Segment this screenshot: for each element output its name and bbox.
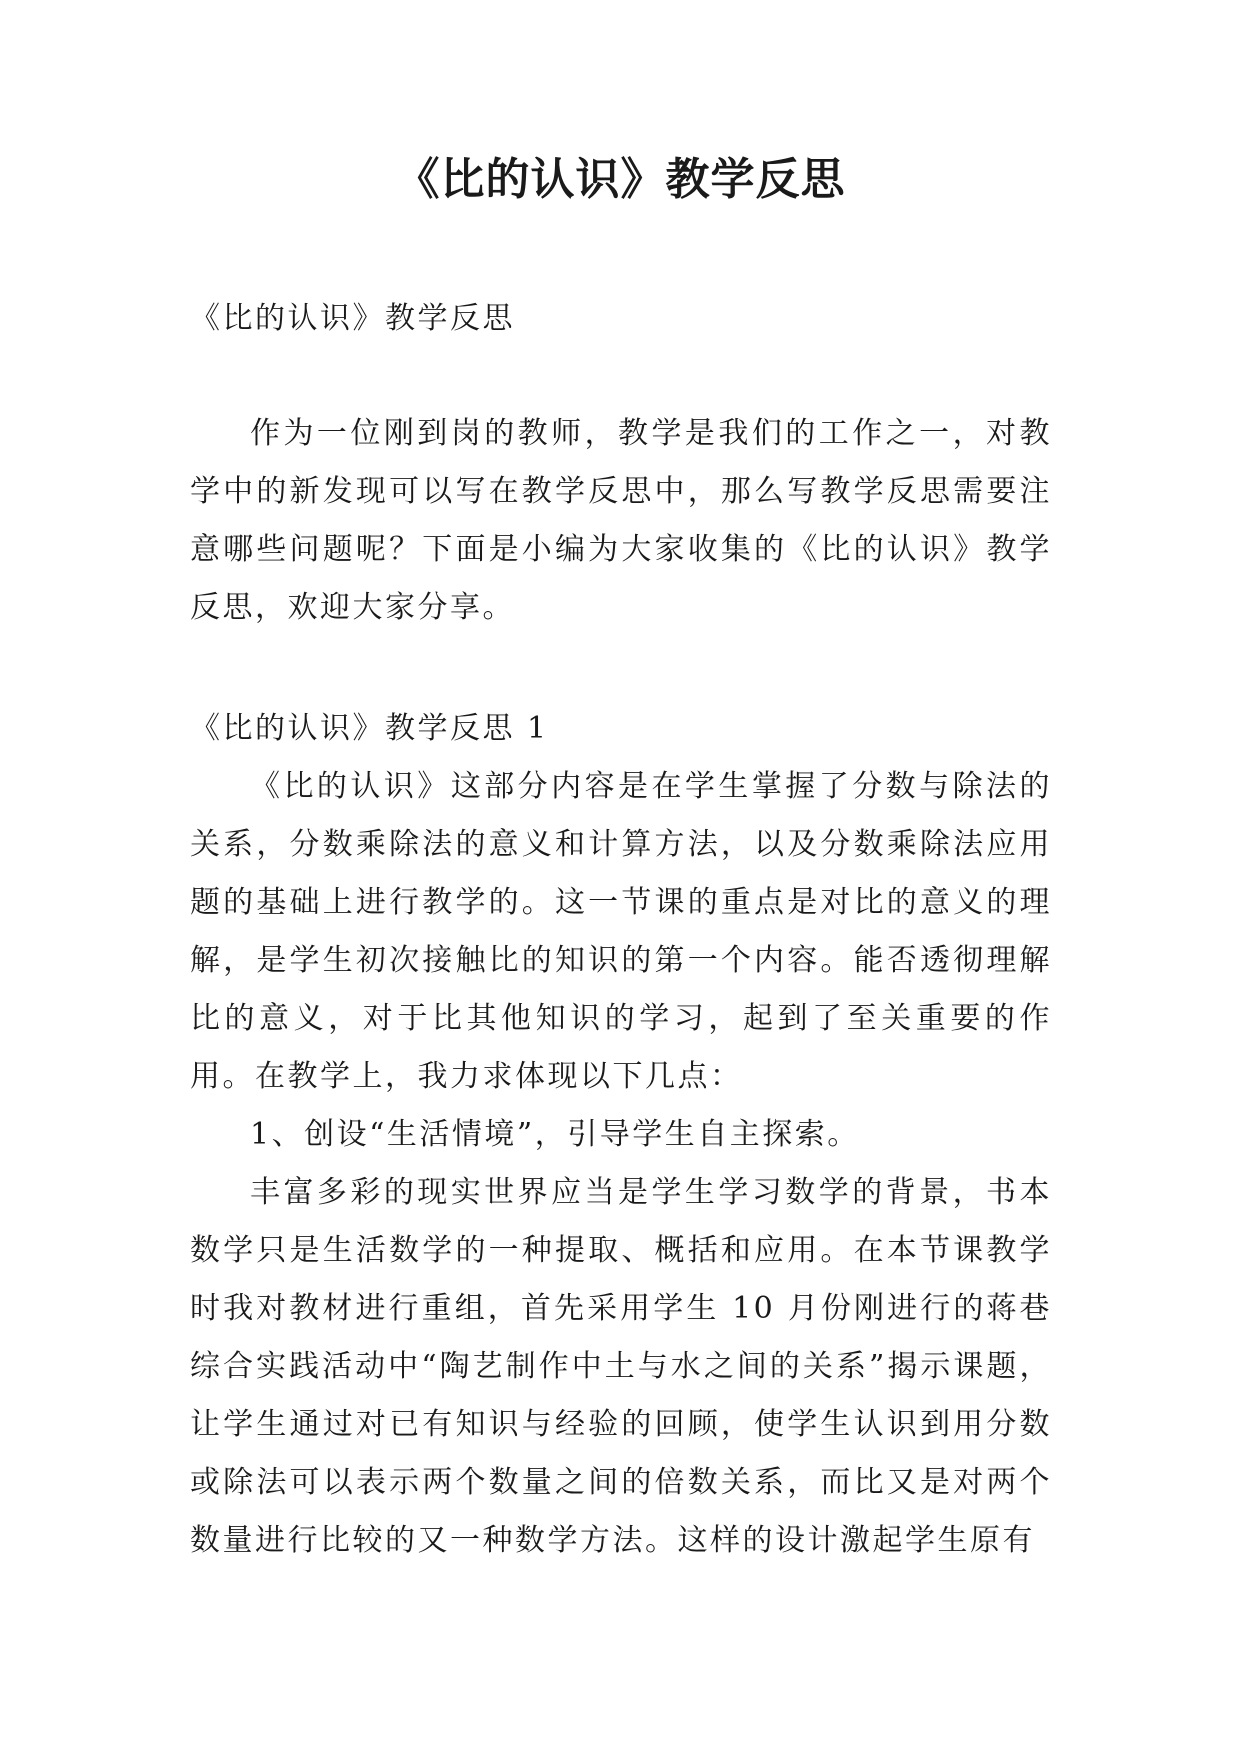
subtitle-block [190, 290, 1052, 348]
section-1 [190, 700, 1052, 1570]
section-paragraph-1: 《比的认识》这部分内容是在学生掌握了分数与除法的关系，分数乘除法的意义和计算方法，以及分数乘除法应用题的基础上进行教学的。这一节课的重点是对比的意义的理解，是学生初次接触比的知识的第一个内容。能否透彻理解比的意义，对于比其他知识的学习，起到了至关重要的作用。在教学上，我力求体现以下几点： [190, 769, 1052, 1094]
section-paragraph-3: 丰富多彩的现实世界应当是学生学习数学的背景，书本数学只是生活数学的一种提取、概括和应用。在本节课教学时我对教材进行重组，首先采用学生 10 月份刚进行的蒋巷综合实践活动中“陶艺制作中土与水之间的关系”揭示课题，让学生通过对已有知识与经验的回顾，使学生认识到用分数或除法可以表示两个数量之间的倍数关系，而比又是对两个数量进行比较的又一种数学方法。这样的设计激起学生原有 [190, 1175, 1052, 1558]
document-title: 《比的认识》教学反思 [395, 154, 846, 205]
section-heading: 《比的认识》教学反思 1 [190, 711, 549, 746]
intro-block [190, 405, 1052, 637]
document-subtitle: 《比的认识》教学反思 [190, 301, 515, 336]
section-paragraph-2: 1、创设“生活情境”，引导学生自主探索。 [250, 1117, 860, 1152]
intro-paragraph: 作为一位刚到岗的教师，教学是我们的工作之一，对教学中的新发现可以写在教学反思中，那么写教学反思需要注意哪些问题呢？下面是小编为大家收集的《比的认识》教学反思，欢迎大家分享。 [190, 416, 1052, 625]
